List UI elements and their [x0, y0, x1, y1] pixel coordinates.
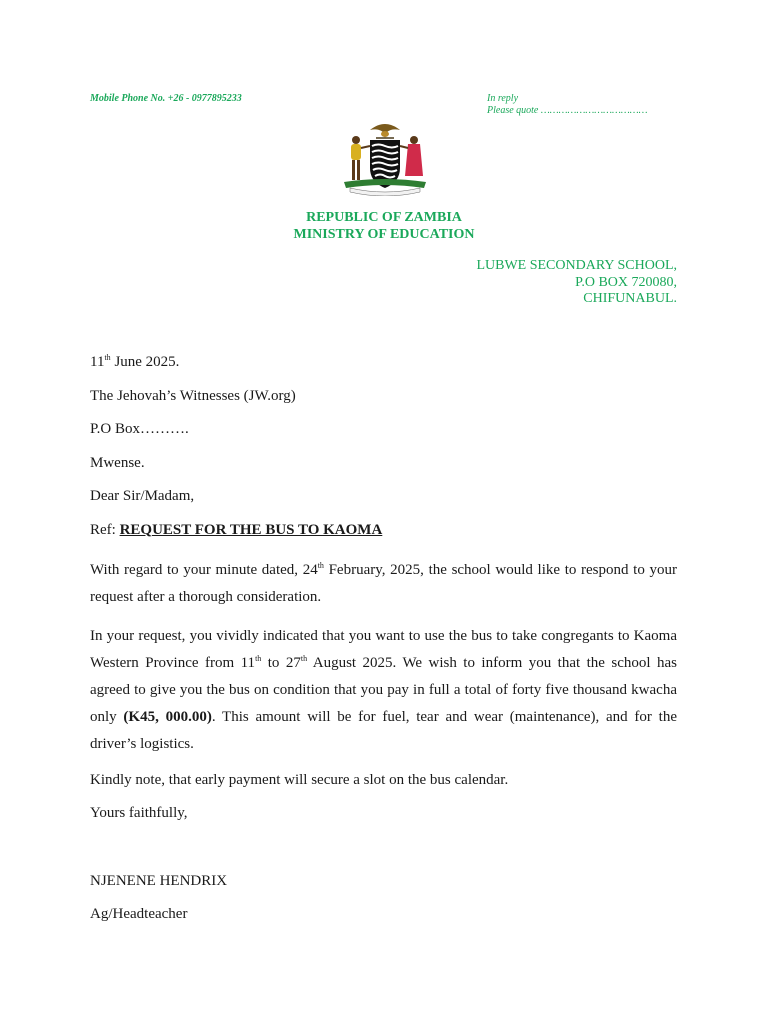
sender-address — [476, 258, 677, 308]
paragraph-2: In your request, you vividly indicated that you want to use the bus to take congregants to Kaoma Western Province from 11th to 27th August 2025. We wish to inform you that the school has agreed to give you the bus on condition that you pay in full a total of forty five thousand kwacha only (K45, 000.00). This amount will be for fuel, tear and wear (maintenance), and for the driver’s logistics. — [90, 627, 677, 752]
amount: (K45, 000.00) — [123, 708, 212, 725]
school-town: CHIFUNABUL. — [583, 291, 677, 306]
paragraph-1: With regard to your minute dated, 24th February, 2025, the school would like to respond to your request after a thorough consideration. — [90, 560, 677, 605]
reply-line-2: Please quote ……………………………… — [487, 105, 648, 116]
ref-subject: REQUEST FOR THE BUS TO KAOMA — [119, 521, 383, 538]
recipient-po-box: P.O Box………. — [90, 421, 189, 437]
ministry-name: MINISTRY OF EDUCATION — [293, 227, 475, 242]
country-name: REPUBLIC OF ZAMBIA — [306, 210, 462, 225]
reply-line-1: In reply — [487, 93, 519, 104]
signature-space — [90, 837, 677, 871]
salutation: Dear Sir/Madam, — [90, 488, 195, 504]
school-name: LUBWE SECONDARY SCHOOL, — [476, 258, 677, 273]
recipient-town: Mwense. — [90, 454, 145, 471]
reference-line — [90, 520, 677, 540]
school-po-box: P.O BOX 720080, — [575, 274, 677, 290]
letter-date: 11th June 2025. — [90, 353, 180, 370]
recipient-name: The Jehovah’s Witnesses (JW.org) — [90, 387, 296, 404]
ref-label: Ref: — [90, 521, 120, 538]
signatory-title: Ag/Headteacher — [90, 906, 188, 922]
letter-body — [90, 352, 677, 938]
signatory-name: NJENENE HENDRIX — [90, 872, 228, 889]
phone-number: Mobile Phone No. +26 - 0977895233 — [90, 93, 242, 104]
letterhead-title — [0, 209, 768, 243]
zambia-coat-of-arms-icon — [340, 116, 430, 196]
closing: Yours faithfully, — [90, 805, 188, 821]
reply-reference — [487, 93, 648, 117]
paragraph-3: Kindly note, that early payment will secure a slot on the bus calendar. — [90, 771, 509, 788]
